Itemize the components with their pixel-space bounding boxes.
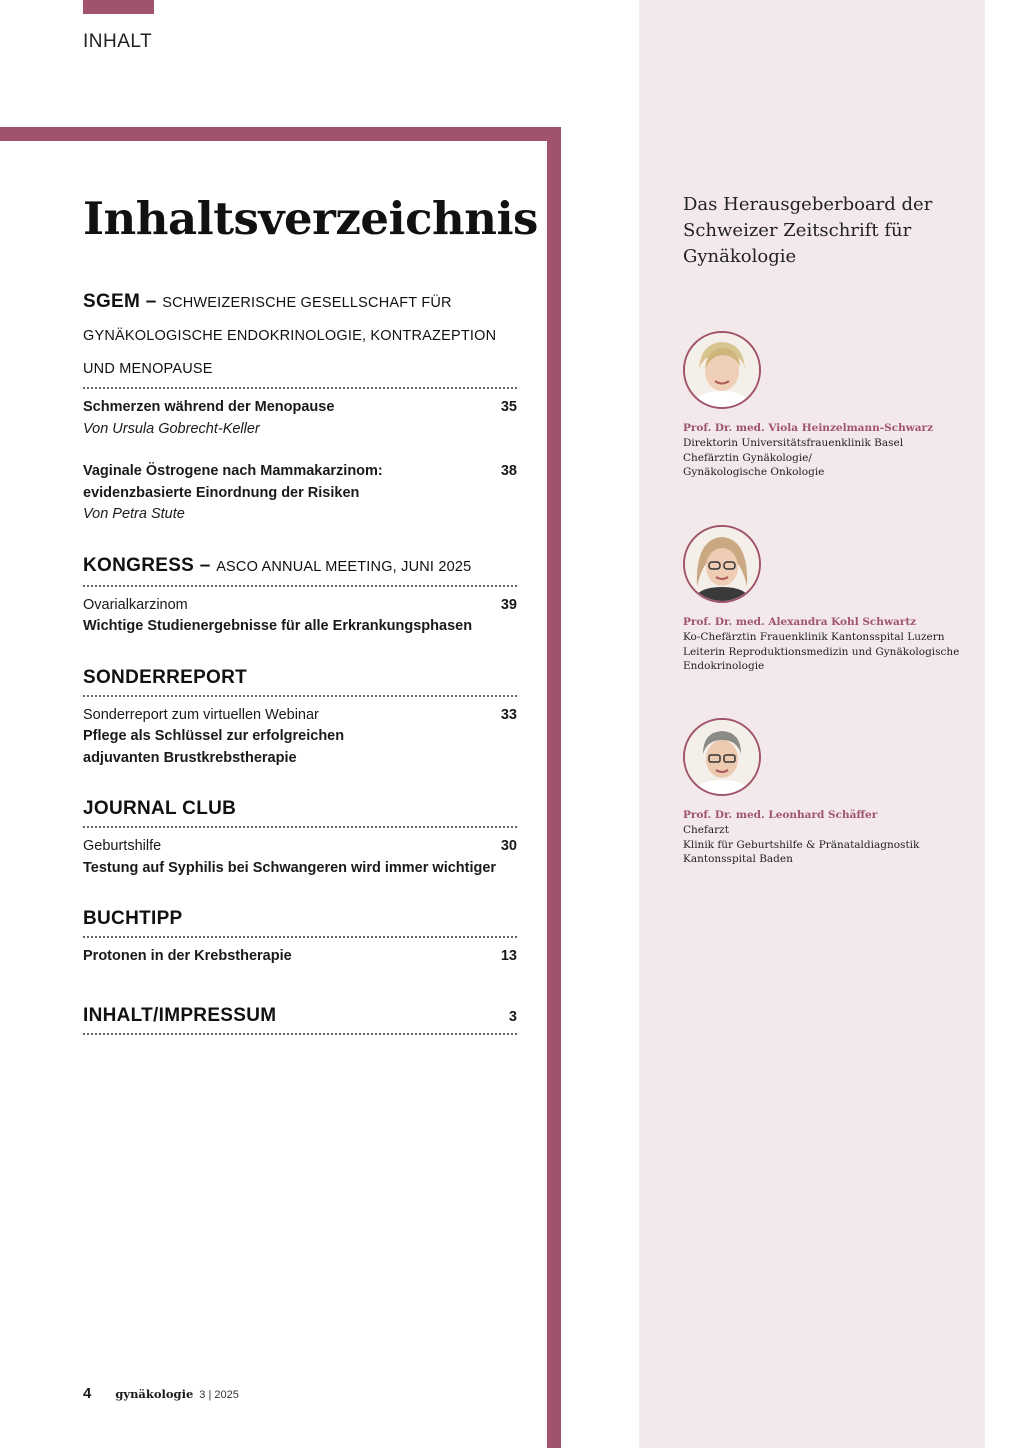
entry-kicker: Sonderreport zum virtuellen Webinar: [83, 706, 319, 723]
toc-entry[interactable]: [83, 595, 517, 638]
section-heading-sub: GYNÄKOLOGISCHE ENDOKRINOLOGIE, KONTRAZEPTION: [83, 328, 497, 344]
entry-title: Testung auf Syphilis bei Schwangeren wird immer wichtiger: [83, 859, 497, 876]
section-heading: SONDERREPORT: [83, 666, 248, 688]
dotted-divider: [83, 387, 517, 389]
page-number: 13: [500, 948, 517, 964]
section-heading: INHALT/IMPRESSUM: [83, 1004, 277, 1026]
toc-entry[interactable]: [83, 461, 517, 526]
section-journal-club: [83, 793, 517, 879]
section-sgem: [83, 286, 517, 526]
section-heading-sub: ASCO ANNUAL MEETING, JUNI 2025: [216, 558, 472, 575]
member-role: Chefärztin Gynäkologie/: [683, 451, 812, 464]
section-heading-label: SGEM –: [83, 291, 157, 312]
page-number: 33: [500, 706, 517, 723]
toc-entry[interactable]: [83, 705, 517, 770]
member-role: Klinik für Geburtshilfe & Pränataldiagnostik: [683, 838, 920, 851]
footer-journal-name: gynäkologie: [115, 1387, 194, 1401]
toc-entry[interactable]: [83, 946, 517, 968]
entry-title-cont: adjuvanten Brustkrebstherapie: [83, 749, 297, 766]
dotted-divider: [83, 826, 517, 828]
header-accent-bar: [83, 0, 154, 14]
entry-kicker: Geburtshilfe: [83, 838, 162, 854]
section-sonderreport: [83, 662, 517, 770]
member-name: Prof. Dr. med. Viola Heinzelmann-Schwarz: [683, 422, 934, 434]
section-impressum[interactable]: [83, 1000, 517, 1035]
page-number: 30: [500, 838, 517, 854]
footer-page-number: 4: [83, 1385, 92, 1402]
member-role: Gynäkologische Onkologie: [683, 466, 825, 478]
frame-right-bar: [547, 127, 561, 1448]
board-member: [683, 525, 973, 674]
entry-title: Protonen in der Krebstherapie: [83, 948, 292, 964]
section-heading: [83, 550, 517, 583]
section-heading: BUCHTIPP: [83, 908, 183, 929]
section-heading-sub: SCHWEIZERISCHE GESELLSCHAFT FÜR: [162, 295, 452, 311]
toc-entry[interactable]: [83, 397, 517, 440]
entry-title: Pflege als Schlüssel zur erfolgreichen: [83, 728, 345, 744]
section-label: INHALT: [83, 31, 153, 52]
section-kongress: [83, 550, 517, 638]
page-footer: [83, 1385, 239, 1402]
board-title: Das Herausgeberboard der Schweizer Zeitschrift für Gynäkologie: [683, 194, 933, 267]
section-heading: [83, 286, 517, 319]
board-member: [683, 718, 973, 867]
page-number: 3: [508, 1008, 517, 1025]
member-role: Kantonsspital Baden: [683, 853, 793, 865]
member-role: Ko-Chefärztin Frauenklinik Kantonsspital Luzern: [683, 631, 945, 643]
board-member: [683, 331, 973, 480]
section-heading: JOURNAL CLUB: [83, 798, 237, 819]
dotted-divider: [83, 695, 517, 697]
entry-author: Von Petra Stute: [83, 506, 185, 522]
section-buchtipp: [83, 903, 517, 968]
page-number: 38: [500, 463, 517, 479]
page-number: 35: [500, 399, 517, 415]
footer-issue: 3 | 2025: [199, 1389, 239, 1401]
member-name: Prof. Dr. med. Alexandra Kohl Schwartz: [683, 616, 917, 628]
member-role: Chefarzt: [683, 824, 729, 836]
member-role: Leiterin Reproduktionsmedizin und Gynäkologische: [683, 645, 960, 658]
toc-entry[interactable]: [83, 836, 517, 879]
entry-title-cont: evidenzbasierte Einordnung der Risiken: [83, 484, 360, 501]
dotted-divider: [83, 585, 517, 587]
entry-title: Wichtige Studienergebnisse für alle Erkrankungsphasen: [83, 618, 473, 634]
entry-title: Vaginale Östrogene nach Mammakarzinom:: [83, 463, 383, 479]
member-role: Endokrinologie: [683, 660, 765, 672]
dotted-divider: [83, 936, 517, 938]
entry-title: Schmerzen während der Menopause: [83, 399, 335, 415]
section-heading-label: KONGRESS –: [83, 554, 211, 576]
member-role: Direktorin Universitätsfrauenklinik Basel: [683, 437, 904, 449]
avatar: [683, 525, 761, 603]
entry-author: Von Ursula Gobrecht-Keller: [83, 420, 260, 437]
member-name: Prof. Dr. med. Leonhard Schäffer: [683, 809, 878, 821]
avatar: [683, 718, 761, 796]
table-of-contents: [83, 190, 538, 1059]
dotted-divider: [83, 1033, 517, 1035]
entry-kicker: Ovarialkarzinom: [83, 596, 188, 613]
frame-top-bar: [0, 127, 561, 141]
page-title: Inhaltsverzeichnis: [83, 192, 538, 245]
section-heading-sub: UND MENOPAUSE: [83, 361, 213, 377]
page-number: 39: [500, 596, 517, 613]
avatar: [683, 331, 761, 409]
